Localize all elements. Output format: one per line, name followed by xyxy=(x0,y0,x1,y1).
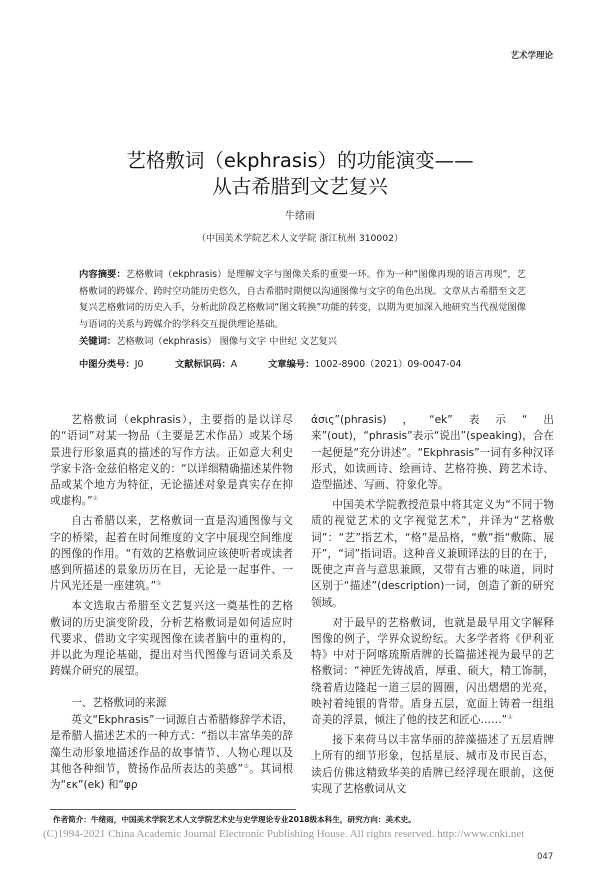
footnote-ref: ① xyxy=(92,495,98,503)
footnote-divider xyxy=(50,809,296,810)
paragraph-text: άσις”(phrasis)，“ek”表示“出来”(out)，“phrasis”表示“说出”(speaking)，合在一起便是“充分讲述”。“Ekphrasis”一词有多种汉译形式，如读画诗、绘画诗、艺格符换、跨艺术诗、造型描述、写画、符象化等。 xyxy=(311,414,554,492)
article-label: 文章编号： xyxy=(268,359,315,370)
footnote-ref: ③ xyxy=(243,762,250,770)
paragraph-text: 。其词根为“εκ”(ek) 和“φρ xyxy=(50,762,293,792)
paragraph-text: 接下来荷马以丰富华丽的辞藻描述了五层盾牌上所有的细节形象，包括星辰、城市及市民百态，读后仿佛这精致华美的盾牌已经浮现在眼前，这便实现了艺格敷词从文 xyxy=(311,734,554,796)
paragraph-text: 本文选取古希腊至文艺复兴这一奠基性的艺格敷词的历史演变阶段，分析艺格敷词是如何适应时代要求、借助文字实现图像在读者脑中的重构的，并以此为理论基础，提出对当代图像与语词关系及跨媒介研究的展望。 xyxy=(50,600,293,678)
paragraph-text: 自古希腊以来，艺格敷词一直是沟通图像与文字的桥梁，起着在时间维度的文字中展现空间维度的图像的作用。“有效的艺格敷词应该使听者或读者感到所描述的景象历历在目，无论是一起事件、一片风光还是一座建筑。” xyxy=(50,515,293,593)
title-line-2: 从古希腊到文艺复兴 xyxy=(212,175,388,198)
page-number: 047 xyxy=(537,851,554,862)
article-number xyxy=(268,358,461,372)
author-affiliation: （中国美术学院艺术人文学院 浙江杭州 310002） xyxy=(196,233,404,244)
paragraph xyxy=(50,712,293,793)
article-value: 1002-8900（2021）09-0047-04 xyxy=(314,359,462,370)
doc-value: A xyxy=(230,359,238,370)
abstract-text: 艺格敷词（ekphrasis）是理解文字与图像关系的重要一环。作为一种“图像再现的语言再现”，艺格敷词的跨媒介、跨时空功能历史悠久，自古希腊时期便以沟通图像与文字的角色出现。文章从古希腊至文艺复兴艺格敷词的历史入手，分析此阶段艺格敷词“图文转换”功能的转变，以期为更加深入地研究当代视觉图像与语词的关系与跨媒介的学科交互提供理论基础。 xyxy=(79,269,526,330)
paragraph xyxy=(311,412,554,493)
keywords-label: 关键词： xyxy=(79,336,117,347)
clc-number xyxy=(79,358,175,372)
paragraph-text: 中国美术学院教授范景中将其定义为“不同于物质的视觉艺术的文字视觉艺术”，并译为“艺格敷词”：“艺”指艺术，“格”是品格，“敷”指“敷陈、展开”，“词”指词语。这种音义兼顾译法的目的在于，既使之声音与意思兼顾，又带有古雅的味道，同时区别于“描述”(description)一词，创造了新的研究领域。 xyxy=(311,498,554,609)
keywords-text: 艺格敷词（ekphrasis） 图像与文字 中世纪 文艺复兴 xyxy=(116,336,338,347)
doc-label: 文献标识码： xyxy=(175,359,231,370)
footnote-ref: ④ xyxy=(507,714,513,722)
section-heading: 一、艺格敷词的来源 xyxy=(71,696,167,709)
paragraph-text: 对于最早的艺格敷词，也就是最早用文字解释图像的例子，学界众说纷纭。大多学者将《伊利亚特》中对于阿喀琉斯盾牌的长篇描述视为最早的艺格敷词：“神匠先铸战盾，厚重、硕大，精工饰制，绕着盾边隆起一道三层的圆圈，闪出熠熠的光亮，映衬着纯银的背带。盾身五层，宽面上铸着一组组奇美的浮景，倾注了他的技艺和匠心……” xyxy=(311,616,554,727)
document-code xyxy=(175,358,268,372)
body-column-left xyxy=(50,412,293,797)
paragraph xyxy=(311,497,554,611)
paragraph xyxy=(50,598,293,679)
paragraph xyxy=(50,513,293,594)
abstract xyxy=(79,267,526,333)
classification-line xyxy=(79,358,526,372)
paragraph xyxy=(50,412,293,510)
paragraph xyxy=(311,732,554,797)
clc-label: 中图分类号： xyxy=(79,359,135,370)
running-head: 艺术学理论 xyxy=(510,51,553,61)
clc-value: J0 xyxy=(134,359,144,370)
footnote-ref: ② xyxy=(156,580,162,588)
abstract-label: 内容摘要： xyxy=(79,269,126,280)
paragraph-text: 英文“Ekphrasis”一词源自古希腊修辞学术语，是希腊人描述艺术的一种方式：“指以丰富华美的辞藻生动形象地描述作品的故事情节、人物心理以及其他各种细节，赞扬作品所表达的美感” xyxy=(50,714,293,775)
paragraph xyxy=(311,615,554,729)
copyright-watermark: (C)1994-2021 China Academic Journal Electronic Publishing House. All rights reserved. http://www.cnki.net xyxy=(43,827,525,840)
paragraph-text: 艺格敷词（ekphrasis），主要指的是以详尽的“语词”对某一物品（主要是艺术作品）或某个场景进行形象逼真的描述的写作方法。正如意大利史学家卡洛·金兹伯格定义的：“以详细精确描述某件物品或某个地方为特征，无论描述对象是真实存在抑或虚构。” xyxy=(50,414,293,508)
title-line-1: 艺格敷词（ekphrasis）的功能演变—— xyxy=(126,149,474,172)
author-footnote: 作者简介：牛绪雨，中国美术学院艺术人文学院艺术史与史学理论专业2018级本科生，研究方向：美术史。 xyxy=(53,814,416,824)
article-title xyxy=(0,148,600,200)
body-columns xyxy=(50,412,554,801)
body-column-right xyxy=(311,412,554,801)
author-name: 牛绪雨 xyxy=(285,211,315,222)
keywords xyxy=(79,334,526,350)
